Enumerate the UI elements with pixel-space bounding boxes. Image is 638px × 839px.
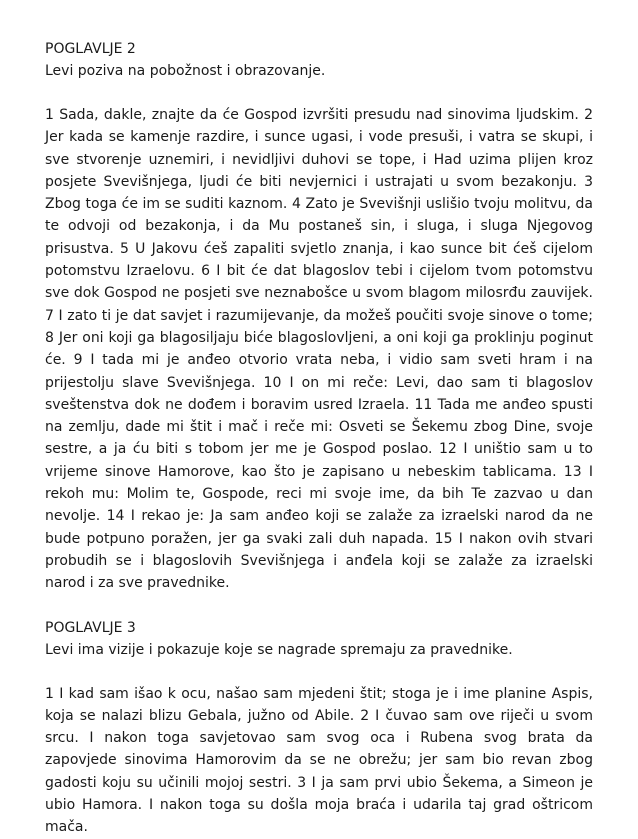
chapter-3 xyxy=(45,617,593,839)
chapter-heading: POGLAVLJE 2 xyxy=(45,41,136,57)
chapter-subtitle: Levi poziva na pobožnost i obrazovanje. xyxy=(45,63,326,79)
chapter-2 xyxy=(45,38,593,595)
chapter-subtitle: Levi ima vizije i pokazuje koje se nagrade spremaju za pravednike. xyxy=(45,641,513,658)
chapter-body-text: 1 I kad sam išao k ocu, našao sam mjedeni štit; stoga je i ime planine Aspis, koja se nalazi blizu Gebala, južno od Abile. 2 I čuvao sam ove riječi u svom srcu. I nakon toga savjetovao sam svog oca i Rubena svog brata da zapovjede sinovima Hamorovim da se ne obrežu; jer sam bio revan zbog gadosti koju su učinili mojoj sestri. 3 I ja sam prvi ubio Šekema, a Simeon je ubio Hamora. I nakon toga su došla moja braća i udarila taj grad oštricom mača. xyxy=(45,685,593,836)
chapter-heading: POGLAVLJE 3 xyxy=(45,619,136,636)
chapter-body-text: 1 Sada, dakle, znajte da će Gospod izvršiti presudu nad sinovima ljudskim. 2 Jer kada se kamenje razdire, i sunce ugasi, i vode presuši, i vatra se skupi, i sve stvorenje uznemiri, i nevidljivi duhovi se tope, i Had uzima plijen kroz posjete Svevišnjega, ljudi će biti nevjernici i ustrajati u svom bezakonju. 3 Zbog toga će im se suditi kaznom. 4 Zato je Svevišnji uslišio tvoju molitvu, da te odvoji od bezakonja, i da Mu postaneš sin, i sluga, i sluga Njegovog prisustva. 5 U Jakovu ćeš zapaliti svjetlo znanja, i kao sunce bit ćeš cijelom potomstvu Izraelovu. 6 I bit će dat blagoslov tebi i cijelom tvom potomstvu sve dok Gospod ne posjeti sve neznabošce u svom blagom milosrđu zauvijek. 7 I zato ti je dat savjet i razumijevanje, da možeš poučiti svoje sinove o tome; 8 Jer oni koji ga blagosiljaju biće blagoslovljeni, a oni koji ga proklinju poginut će. 9 I tada mi je anđeo otvorio vrata neba, i vidio sam sveti hram i na prijestolju slave Svevišnjega. 10 I on mi reče: Levi, dao sam ti blagoslov sveštenstva dok ne dođem i boravim usred Izraela. 11 Tada me anđeo spusti na zemlju, dade mi štit i mač i reče mi: Osveti se Šekemu zbog Dine, svoje sestre, a ja ću biti s tobom jer me je Gospod poslao. 12 I uništio sam u to vrijeme sinove Hamorove, kao što je zapisano u nebeskim tablicama. 13 I rekoh mu: Molim te, Gospode, reci mi svoje ime, da bih Te zazvao u dan nevolje. 14 I rekao je: Ja sam anđeo koji se zalaže za izraelski narod da ne bude potpuno poražen, jer ga svaki zali duh napada. 15 I nakon ovih stvari probudih se i blagoslovih Svevišnjega i anđela koji se zalaže za izraelski narod i za sve pravednike. xyxy=(45,107,593,592)
document-page xyxy=(45,38,593,839)
